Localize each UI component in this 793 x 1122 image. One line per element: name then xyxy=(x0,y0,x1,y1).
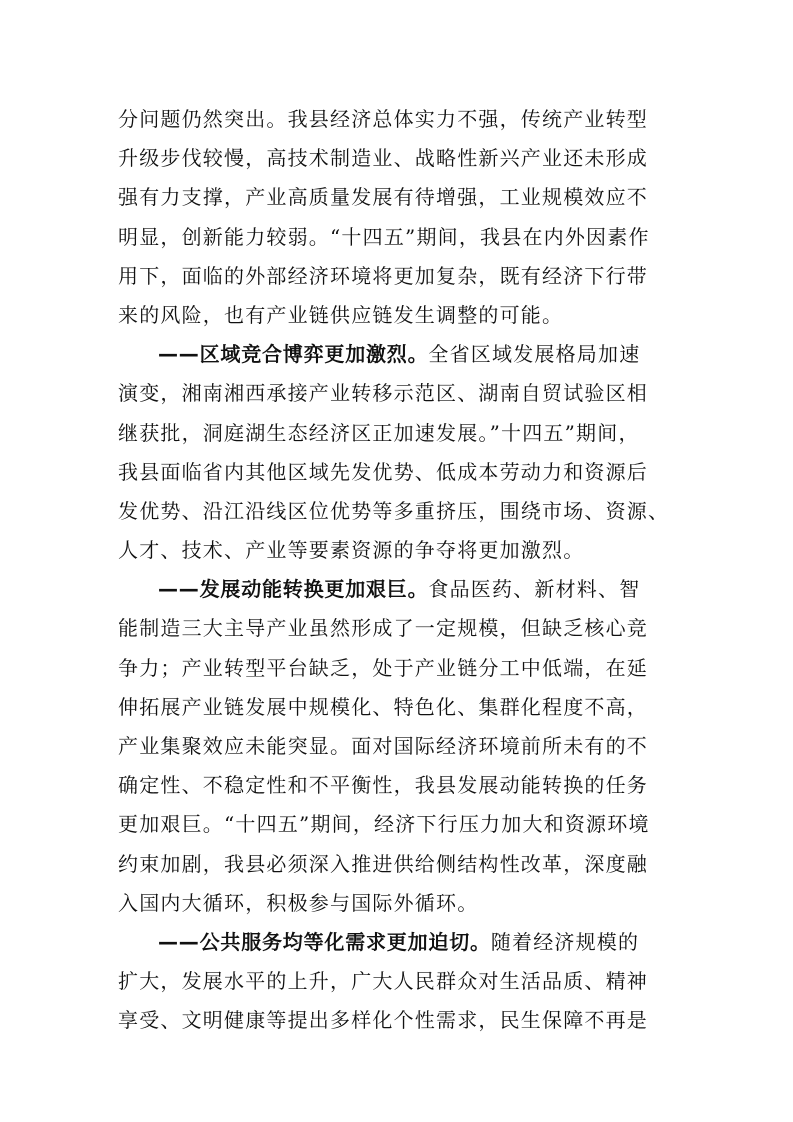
body-line: 发优势、沿江沿线区位优势等多重挤压，围绕市场、资源、 xyxy=(118,498,670,523)
body-line: 伸拓展产业链发展中规模化、特色化、集群化程度不高， xyxy=(118,694,648,719)
body-line: 更加艰巨。“十四五”期间，经济下行压力加大和资源环境 xyxy=(118,812,650,837)
body-line: 享受、文明健康等提出多样化个性需求，民生保障不再是 xyxy=(118,1008,648,1033)
body-line: 强有力支撑，产业高质量发展有待增强，工业规模效应不 xyxy=(118,185,648,210)
section-heading-regional-competition: ——区域竞合博弈更加激烈。 xyxy=(158,342,429,367)
body-line: 产业集聚效应未能突显。面对国际经济环境前所未有的不 xyxy=(118,734,648,758)
body-text: 随着经济规模的 xyxy=(490,929,640,954)
section-heading-line xyxy=(118,570,688,609)
body-line: 明显，创新能力较弱。“十四五”期间，我县在内外因素作 xyxy=(118,224,650,249)
section-heading-momentum-conversion: ——发展动能转换更加艰巨。 xyxy=(158,577,429,602)
body-line: 能制造三大主导产业虽然形成了一定规模，但缺乏核心竞 xyxy=(118,616,648,641)
body-line: 人才、技术、产业等要素资源的争夺将更加激烈。 xyxy=(118,538,585,563)
body-line: 来的风险，也有产业链供应链发生调整的可能。 xyxy=(118,302,564,327)
body-line: 约束加剧，我县必须深入推进供给侧结构性改革，深度融 xyxy=(118,851,648,876)
body-line: 演变，湘南湘西承接产业转移示范区、湖南自贸试验区相 xyxy=(118,381,648,406)
body-line: 争力；产业转型平台缺乏，处于产业链分工中低端，在延 xyxy=(118,655,648,680)
section-heading-public-services: ——公共服务均等化需求更加迫切。 xyxy=(158,929,491,954)
body-text: 食品医药、新材料、智 xyxy=(428,577,641,602)
body-line: 用下，面临的外部经济环境将更加复杂，既有经济下行带 xyxy=(118,263,648,288)
section-heading-line xyxy=(118,923,688,962)
body-line: 我县面临省内其他区域先发优势、低成本劳动力和资源后 xyxy=(118,459,648,484)
body-line: 确定性、不稳定性和不平衡性，我县发展动能转换的任务 xyxy=(118,773,648,798)
body-line: 升级步伐较慢，高技术制造业、战略性新兴产业还未形成 xyxy=(118,146,648,171)
body-line: 入国内大循环，积极参与国际外循环。 xyxy=(118,890,479,915)
body-line: 继获批，洞庭湖生态经济区正加速发展。”十四五”期间， xyxy=(118,420,640,445)
body-text: 全省区域发展格局加速 xyxy=(428,342,641,367)
section-heading-line xyxy=(118,335,688,374)
body-line: 分问题仍然突出。我县经济总体实力不强，传统产业转型 xyxy=(118,107,648,131)
document-body xyxy=(118,100,688,1041)
body-line: 扩大，发展水平的上升，广大人民群众对生活品质、精神 xyxy=(118,969,648,994)
